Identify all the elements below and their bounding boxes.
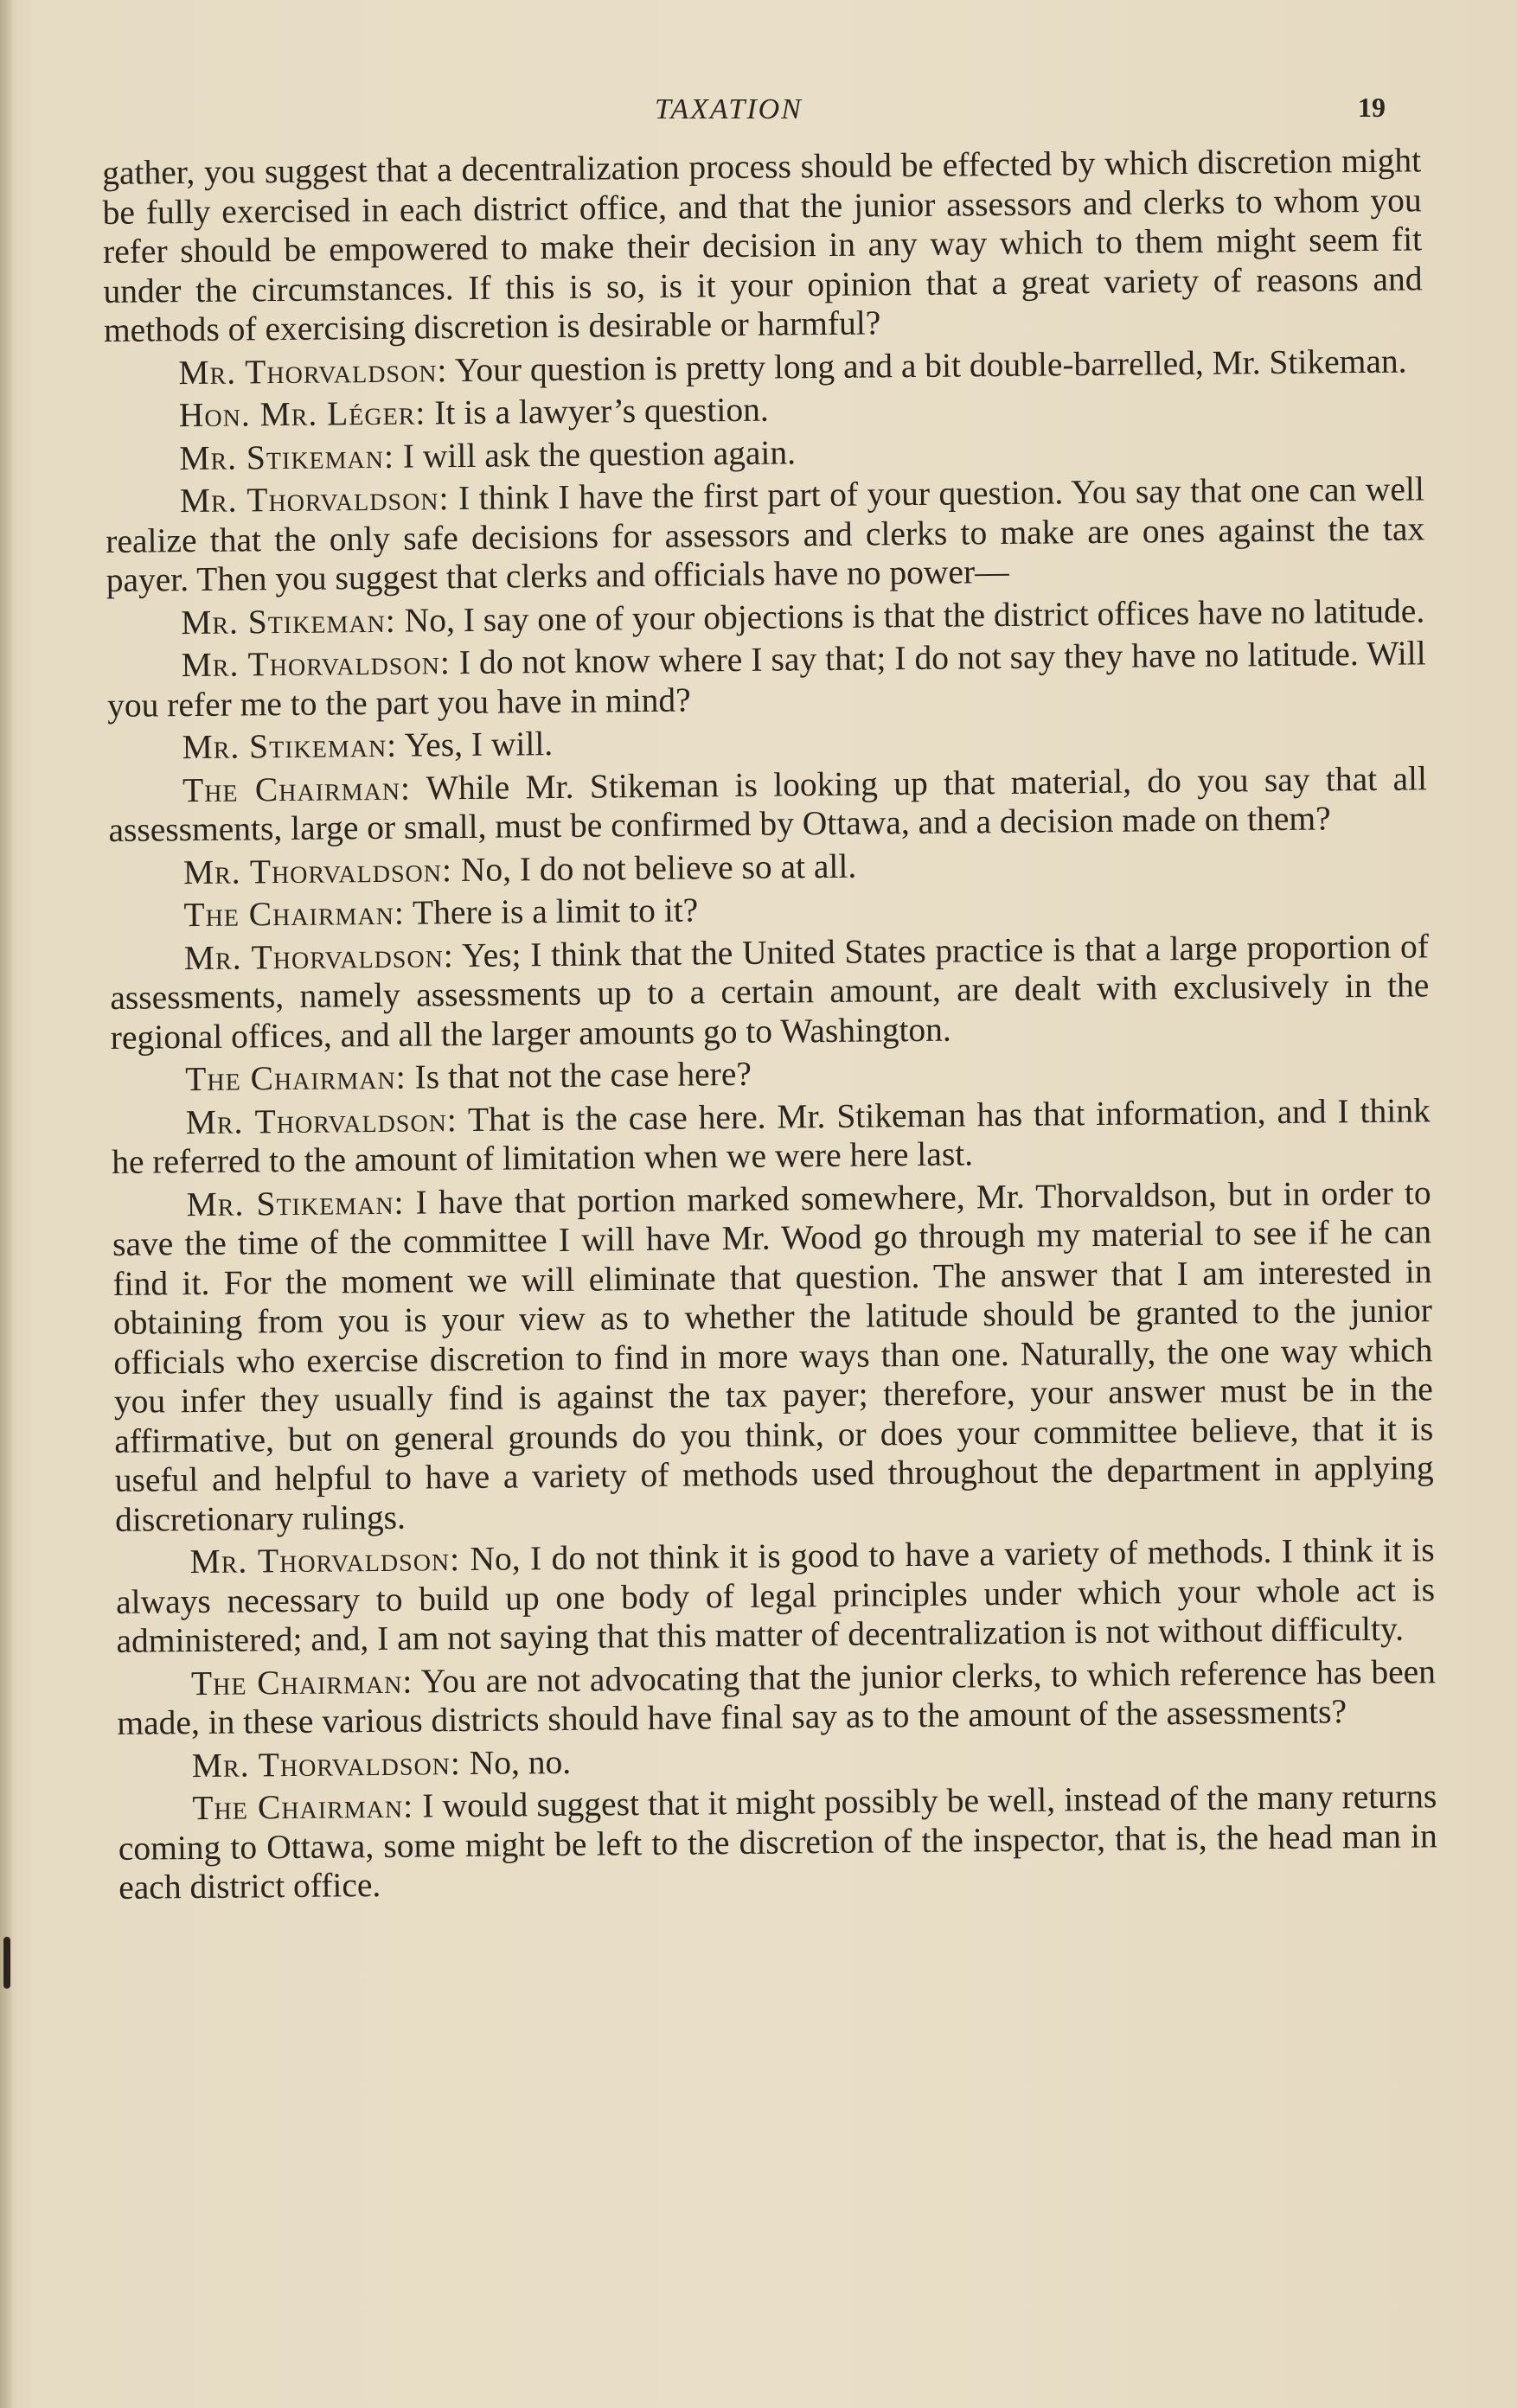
paragraph-text: No, I do not think it is good to have a variety of methods. I think it is always necessary to build up one body of legal principles under which your whole act is administered; and, I am not saying that this matter of decentralization is not without difficulty. bbox=[115, 1530, 1436, 1660]
speaker-name: Mr. Stikeman: bbox=[186, 1183, 405, 1223]
speaker-name: Mr. Thorvaldson: bbox=[191, 1743, 462, 1785]
speaker-name: Mr. Stikeman: bbox=[182, 725, 398, 767]
speaker-name: The Chairman: bbox=[185, 1057, 406, 1099]
speaker-name: Mr. Thorvaldson: bbox=[185, 1100, 458, 1141]
speaker-name: Mr. Thorvaldson: bbox=[181, 643, 451, 685]
paragraph-text: It is a lawyer’s question. bbox=[434, 390, 769, 432]
paragraph-text: Yes, I will. bbox=[404, 725, 554, 764]
speaker-name: The Chairman: bbox=[192, 1786, 414, 1828]
paragraph-6 bbox=[106, 634, 1426, 725]
speaker-name: Mr. Stikeman: bbox=[180, 601, 396, 642]
paragraph-text: I think I have the first part of your question. You say that one can well realize that the only safe decisions for assessors and clerks to make are ones against the tax payer. Then you suggest that clerks and officials have no power— bbox=[106, 469, 1425, 599]
speaker-name: The Chairman: bbox=[182, 769, 412, 809]
paragraph-15 bbox=[115, 1530, 1435, 1661]
speaker-name: Mr. Thorvaldson: bbox=[178, 350, 448, 392]
paragraph-4 bbox=[106, 469, 1425, 600]
speaker-name: Mr. Thorvaldson: bbox=[182, 850, 453, 891]
paragraph-text: That is the case here. Mr. Stikeman has that information, and I think he referred to the amount of limitation when we were here last. bbox=[111, 1090, 1431, 1181]
speaker-name: Mr. Thorvaldson: bbox=[189, 1540, 461, 1581]
paragraph-18 bbox=[118, 1777, 1437, 1907]
paragraph-text: There is a limit to it? bbox=[412, 891, 699, 932]
paragraph-16 bbox=[117, 1652, 1437, 1744]
paragraph-text: No, I say one of your objections is that the district offices have no latitude. bbox=[404, 591, 1425, 640]
paragraph-text: Is that not the case here? bbox=[414, 1054, 752, 1096]
paragraph-text: gather, you suggest that a decentralization process should be effected by which discretion might be fully exercised in each district office, and that the junior assessors and clerks to whom you refer should be empowered to make their decision in any way which to them might seem fit under the circumstances. If this is so, is it your opinion that a great variety of reasons and methods of exercising discretion is desirable or harmful? bbox=[102, 141, 1423, 349]
paragraph-text: I do not know where I say that; I do not say they have no latitude. Will you refer me to the part you have in mind? bbox=[106, 634, 1426, 725]
speaker-name: The Chairman: bbox=[183, 893, 406, 935]
page-binding-edge bbox=[0, 0, 12, 2408]
running-title: TAXATION bbox=[655, 93, 803, 125]
paragraph-14 bbox=[112, 1173, 1434, 1540]
speaker-name: Mr. Stikeman: bbox=[179, 437, 395, 477]
paragraph-text: No, no. bbox=[469, 1742, 572, 1782]
running-head bbox=[0, 93, 1517, 137]
speaker-name: Hon. Mr. Léger: bbox=[178, 393, 426, 435]
paragraph-text: While Mr. Stikeman is looking up that material, do you say that all assessments, large or small, must be confirmed by Ottawa, and a decision made on them? bbox=[108, 758, 1428, 849]
speaker-name: Mr. Thorvaldson: bbox=[183, 936, 454, 977]
paragraph-text: You are not advocating that the junior clerks, to which reference has been made, in these various districts should have final say as to the amount of the assessments? bbox=[117, 1651, 1437, 1742]
paragraph-text: Yes; I think that the United States practice is that a large proportion of assessments, namely assessments up to a certain amount, are dealt with exclusively in the regional offices, and all the larger amounts go to Washington. bbox=[110, 926, 1430, 1057]
paragraph-text: Your question is pretty long and a bit double-barrelled, Mr. Stikeman. bbox=[454, 342, 1407, 389]
paragraph-8 bbox=[108, 759, 1428, 851]
paragraph-text: I will ask the question again. bbox=[402, 432, 797, 476]
margin-ink-mark bbox=[3, 1937, 10, 1989]
speaker-name: The Chairman: bbox=[190, 1662, 413, 1702]
paragraph-11 bbox=[110, 927, 1430, 1057]
paragraph-text: I would suggest that it might possibly be well, instead of the many returns coming to Ottawa, some might be left to the discretion of the inspector, that is, the head man in each district office. bbox=[118, 1777, 1437, 1907]
page-number: 19 bbox=[1358, 92, 1386, 123]
paragraph-text: I have that portion marked somewhere, Mr. Thorvaldson, but in order to save the time of the committee I will have Mr. Wood go through my material to see if he can find it. For the moment we will eliminate that question. The answer that I am interested in obtaining from you is your view as to whether the latitude should be granted to the junior officials who exercise discretion to find in more ways than one. Naturally, the one way which you infer they usually find is against the tax payer; therefore, your answer must be in the affirmative, but on general grounds do you think, or does your committee believe, that it is useful and helpful to have a variety of methods used throughout the department in applying discretionary rulings. bbox=[112, 1172, 1434, 1539]
paragraph-13 bbox=[112, 1091, 1431, 1183]
transcript-body bbox=[102, 141, 1437, 1911]
paragraph-0 bbox=[102, 141, 1423, 350]
paragraph-text: No, I do not believe so at all. bbox=[460, 846, 857, 889]
speaker-name: Mr. Thorvaldson: bbox=[179, 479, 450, 521]
